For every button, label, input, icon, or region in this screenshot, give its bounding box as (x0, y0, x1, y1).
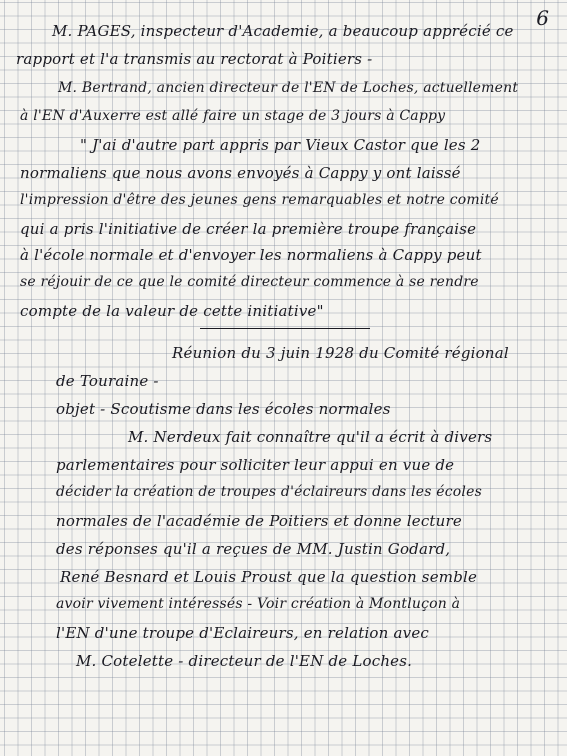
page-number: 6 (536, 6, 549, 30)
text-line-22: l'EN d'une troupe d'Eclaireurs, en relation avec (56, 624, 429, 642)
text-line-16: parlementaires pour solliciter leur appui en vue de (56, 456, 455, 474)
text-line-23: M. Cotelette - directeur de l'EN de Loches. (76, 652, 413, 670)
text-line-17: décider la création de troupes d'éclaireurs dans les écoles (56, 484, 482, 500)
text-line-2: rapport et l'a transmis au rectorat à Poitiers - (16, 50, 373, 68)
text-line-1: M. PAGES, inspecteur d'Academie, a beaucoup apprécié ce (52, 22, 514, 40)
text-line-15: M. Nerdeux fait connaître qu'il a écrit à divers (128, 428, 493, 446)
meeting-object: objet - Scoutisme dans les écoles normales (56, 400, 391, 418)
text-line-7: l'impression d'être des jeunes gens remarquables et notre comité (20, 192, 499, 208)
text-line-3: M. Bertrand, ancien directeur de l'EN de Loches, actuellement (58, 80, 519, 96)
text-line-21: avoir vivement intéressés - Voir création à Montluçon à (56, 596, 461, 612)
text-line-18: normales de l'académie de Poitiers et donne lecture (56, 512, 462, 530)
text-line-5: " J'ai d'autre part appris par Vieux Castor que les 2 (80, 136, 481, 154)
text-line-6: normaliens que nous avons envoyés à Cappy y ont laissé (20, 164, 461, 182)
text-line-10: se réjouir de ce que le comité directeur commence à se rendre (20, 274, 479, 290)
meeting-heading-cont: de Touraine - (56, 372, 159, 390)
section-divider (200, 328, 370, 329)
text-line-8: qui a pris l'initiative de créer la première troupe française (20, 220, 477, 238)
text-line-4: à l'EN d'Auxerre est allé faire un stage de 3 jours à Cappy (20, 108, 446, 124)
text-line-20: René Besnard et Louis Proust que la question semble (60, 568, 478, 586)
text-line-19: des réponses qu'il a reçues de MM. Justin Godard, (56, 540, 451, 558)
text-line-9: à l'école normale et d'envoyer les normaliens à Cappy peut (20, 246, 482, 264)
meeting-heading: Réunion du 3 juin 1928 du Comité régional (172, 344, 509, 362)
text-line-11: compte de la valeur de cette initiative" (20, 302, 324, 320)
